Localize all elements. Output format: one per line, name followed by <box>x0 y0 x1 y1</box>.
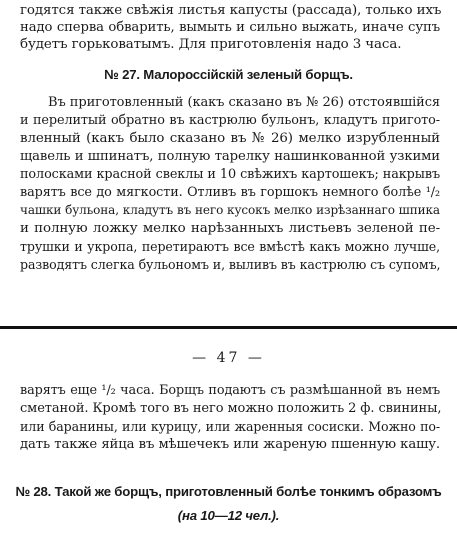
recipe-28-title: № 28. Такой же борщъ, приготовленный болѣе тонкимъ образомъ <box>15 484 442 499</box>
intro-line-2: надо сперва обварить, вымыть и сильно выжать, иначе супъ <box>20 20 440 35</box>
recipe-27-line-10: разводятъ слегка бульономъ и, выливъ въ кастрюлю съ супомъ, <box>20 257 441 272</box>
recipe-28-subtitle: (на 10—12 чел.). <box>177 508 280 523</box>
page-number: — 47 — <box>192 350 265 366</box>
continuation-line-1: варятъ еще ¹/₂ часа. Борщъ подаютъ съ размѣшанной въ немъ <box>20 383 440 398</box>
recipe-27-line-4: щавель и шпинатъ, полную тарелку нашинкованной узкими <box>20 149 440 164</box>
bottom-page <box>0 342 457 541</box>
recipe-27-line-1: Въ приготовленный (какъ сказано въ № 26) отстоявшійся <box>48 95 440 110</box>
recipe-27-line-9: трушки и укропа, перетираютъ все вмѣстѣ какъ можно лучше, <box>20 239 440 254</box>
recipe-27-line-8: и полную ложку мелко нарѣзанныхъ листьевъ зеленой пе- <box>20 221 440 236</box>
recipe-27-line-7: чашки бульона, кладутъ въ него кусокъ мелко изрѣзаннаго шпика <box>20 203 440 217</box>
recipe-27-line-3: вленный (какъ было сказано въ № 26) мелко изрубленный <box>20 131 440 146</box>
intro-line-1: годятся также свѣжія листья капусты (рассада), только ихъ <box>20 3 442 18</box>
continuation-line-4: дать также яйца въ мѣшечекъ или жареную пшенную кашу. <box>20 437 440 452</box>
page-divider <box>0 326 457 329</box>
recipe-27-title: № 27. Малороссійскій зеленый борщъ. <box>104 67 353 82</box>
continuation-line-3: или баранины, или курицу, или жаренныя сосиски. Можно по- <box>20 419 440 434</box>
continuation-line-2: сметаной. Кромѣ того въ него можно положить 2 ф. свинины, <box>20 401 442 416</box>
recipe-27-line-6: варятъ все до мягкости. Отливъ въ горшокъ немного болѣе ¹/₂ <box>20 185 440 200</box>
intro-line-3: будетъ горьковатымъ. Для приготовленія надо 3 часа. <box>20 37 402 52</box>
recipe-27-line-5: полосками красной свеклы и 10 свѣжихъ картошекъ; накрывъ <box>20 167 440 182</box>
recipe-27-line-2: и перелитый обратно въ кастрюлю бульонъ, кладутъ пригото- <box>20 113 440 128</box>
